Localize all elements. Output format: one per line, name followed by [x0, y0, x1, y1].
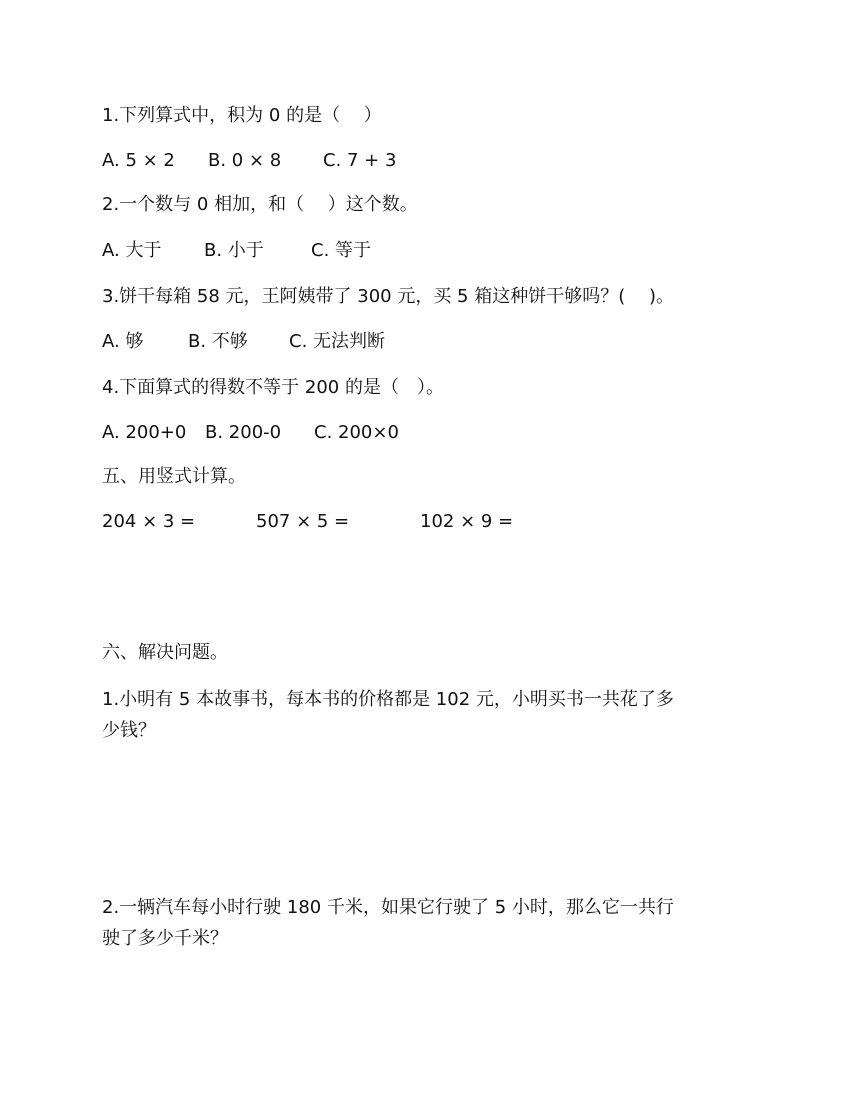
question-4: 4.下面算式的得数不等于 200 的是（ ）。: [102, 377, 444, 398]
section-5-title: 五、用竖式计算。: [102, 466, 246, 487]
word-problem-2-line-1: 2.一辆汽车每小时行驶 180 千米，如果它行驶了 5 小时，那么它一共行: [102, 897, 674, 918]
question-1-option-c: C. 7 + 3: [323, 150, 397, 171]
question-3-option-c: C. 无法判断: [289, 331, 386, 352]
question-1-option-a: A. 5 × 2: [102, 150, 175, 171]
word-problem-1-line-2: 少钱？: [102, 720, 156, 741]
question-3-option-b: B. 不够: [188, 331, 248, 352]
question-4-option-c: C. 200×0: [314, 422, 399, 443]
section-6-title: 六、解决问题。: [102, 642, 228, 663]
question-4-option-b: B. 200-0: [205, 422, 282, 443]
question-1-option-b: B. 0 × 8: [208, 150, 282, 171]
question-2-option-c: C. 等于: [311, 240, 372, 261]
word-problem-2-line-2: 驶了多少千米？: [102, 928, 228, 949]
calc-problem-2: 507 × 5 =: [256, 511, 350, 532]
question-2: 2.一个数与 0 相加，和（ ）这个数。: [102, 194, 418, 215]
question-1: 1.下列算式中，积为 0 的是（ ）: [102, 105, 382, 126]
word-problem-1-line-1: 1.小明有 5 本故事书，每本书的价格都是 102 元，小明买书一共花了多: [102, 689, 674, 710]
question-3: 3.饼干每箱 58 元，王阿姨带了 300 元，买 5 箱这种饼干够吗？( )。: [102, 286, 674, 307]
question-2-option-b: B. 小于: [204, 240, 264, 261]
calc-problem-1: 204 × 3 =: [102, 511, 196, 532]
calc-problem-3: 102 × 9 =: [420, 511, 514, 532]
question-2-option-a: A. 大于: [102, 240, 162, 261]
question-4-option-a: A. 200+0: [102, 422, 187, 443]
question-3-option-a: A. 够: [102, 331, 144, 352]
